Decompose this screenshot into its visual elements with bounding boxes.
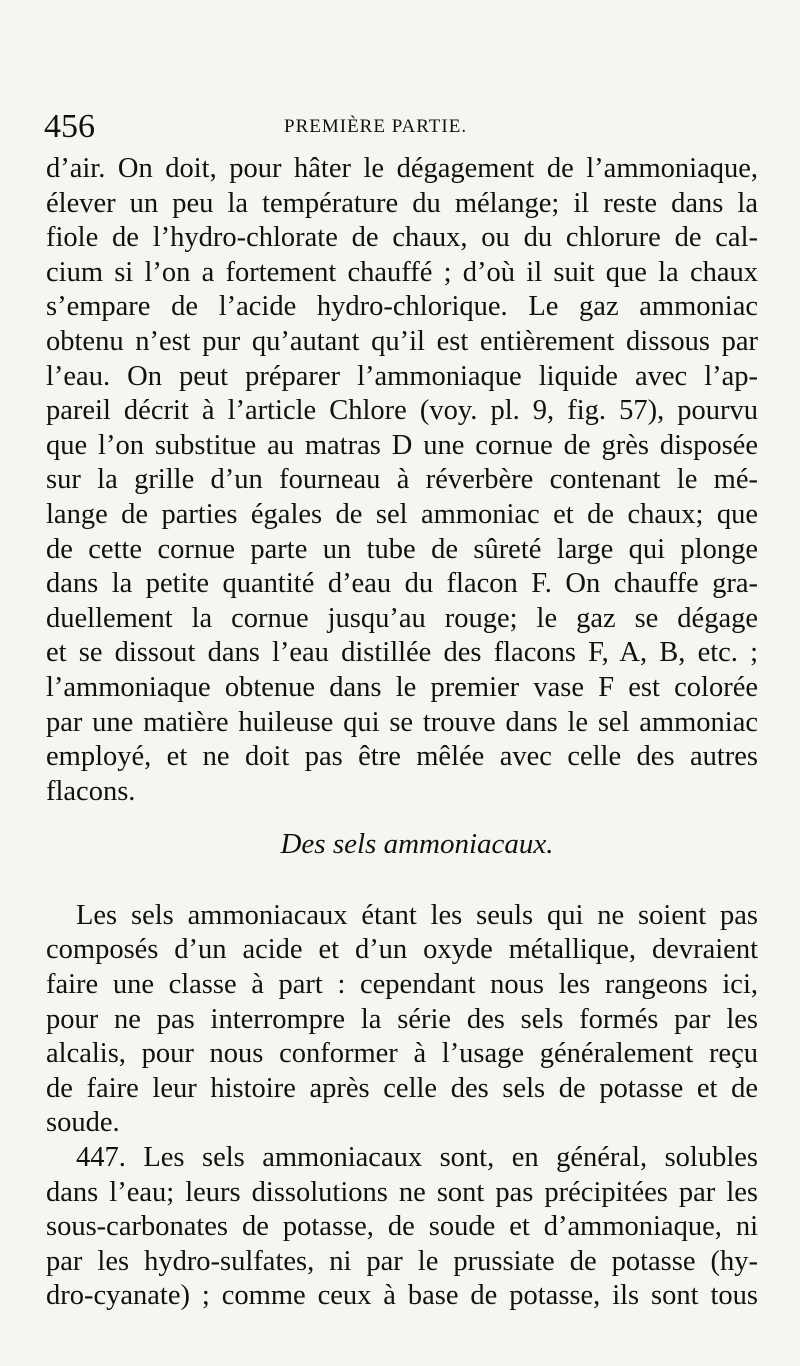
text-line: obtenu n’est pur qu’autant qu’il est entièrement dissous par bbox=[46, 325, 758, 357]
text-line: dans l’eau; leurs dissolutions ne sont pas précipitées par les bbox=[46, 1176, 758, 1208]
text-line: flacons. bbox=[46, 775, 136, 807]
text-line: pour ne pas interrompre la série des sels formés par les bbox=[46, 1003, 758, 1035]
text-line: composés d’un acide et d’un oxyde métallique, devraient bbox=[46, 934, 758, 966]
text-line: dro-cyanate) ; comme ceux à base de potasse, ils sont tous bbox=[46, 1280, 758, 1312]
text-line: faire une classe à part : cependant nous les rangeons ici, bbox=[46, 969, 758, 1001]
text-line: l’ammoniaque obtenue dans le premier vase F est colorée bbox=[46, 671, 758, 703]
text-line: élever un peu la température du mélange; il reste dans la bbox=[46, 187, 758, 219]
text-line: alcalis, pour nous conformer à l’usage généralement reçu bbox=[46, 1038, 758, 1070]
page-number: 456 bbox=[44, 108, 95, 145]
text-line: lange de parties égales de sel ammoniac et de chaux; que bbox=[46, 498, 758, 530]
text-line: Les sels ammoniacaux étant les seuls qui ne soient pas bbox=[76, 899, 758, 931]
text-line: cium si l’on a fortement chauffé ; d’où il suit que la chaux bbox=[46, 256, 758, 288]
text-line: d’air. On doit, pour hâter le dégagement de l’ammoniaque, bbox=[46, 153, 758, 184]
text-line: que l’on substitue au matras D une cornue de grès disposée bbox=[46, 429, 758, 461]
text-line: par une matière huileuse qui se trouve dans le sel ammoniac bbox=[46, 706, 758, 738]
text-line: s’empare de l’acide hydro-chlorique. Le gaz ammoniac bbox=[46, 291, 758, 323]
text-line: soude. bbox=[46, 1107, 120, 1139]
text-line: et se dissout dans l’eau distillée des flacons F, A, B, etc. ; bbox=[46, 637, 758, 669]
text-line: par les hydro-sulfates, ni par le prussiate de potasse (hy- bbox=[46, 1245, 758, 1277]
running-head: PREMIÈRE PARTIE. bbox=[284, 116, 468, 137]
text-line: 447. Les sels ammoniacaux sont, en général, solubles bbox=[76, 1142, 758, 1174]
text-line: employé, et ne doit pas être mêlée avec celle des autres bbox=[46, 741, 758, 773]
text-line: dans la petite quantité d’eau du flacon F. On chauffe gra- bbox=[46, 568, 758, 600]
text-line: sous-carbonates de potasse, de soude et d’ammoniaque, ni bbox=[46, 1211, 758, 1243]
text-line: duellement la cornue jusqu’au rouge; le gaz se dégage bbox=[46, 602, 758, 634]
body-text bbox=[46, 152, 758, 1314]
text-line: fiole de l’hydro-chlorate de chaux, ou du chlorure de cal- bbox=[46, 222, 758, 254]
text-line: de faire leur histoire après celle des sels de potasse et de bbox=[46, 1072, 758, 1104]
text-line: pareil décrit à l’article Chlore (voy. pl. 9, fig. 57), pourvu bbox=[46, 395, 758, 427]
text-line: sur la grille d’un fourneau à réverbère contenant le mé- bbox=[46, 464, 758, 496]
page-header bbox=[44, 104, 760, 150]
text-line: de cette cornue parte un tube de sûreté large qui plonge bbox=[46, 533, 758, 565]
text-line: l’eau. On peut préparer l’ammoniaque liquide avec l’ap- bbox=[46, 360, 758, 392]
section-heading: Des sels ammoniacaux. bbox=[280, 828, 554, 861]
